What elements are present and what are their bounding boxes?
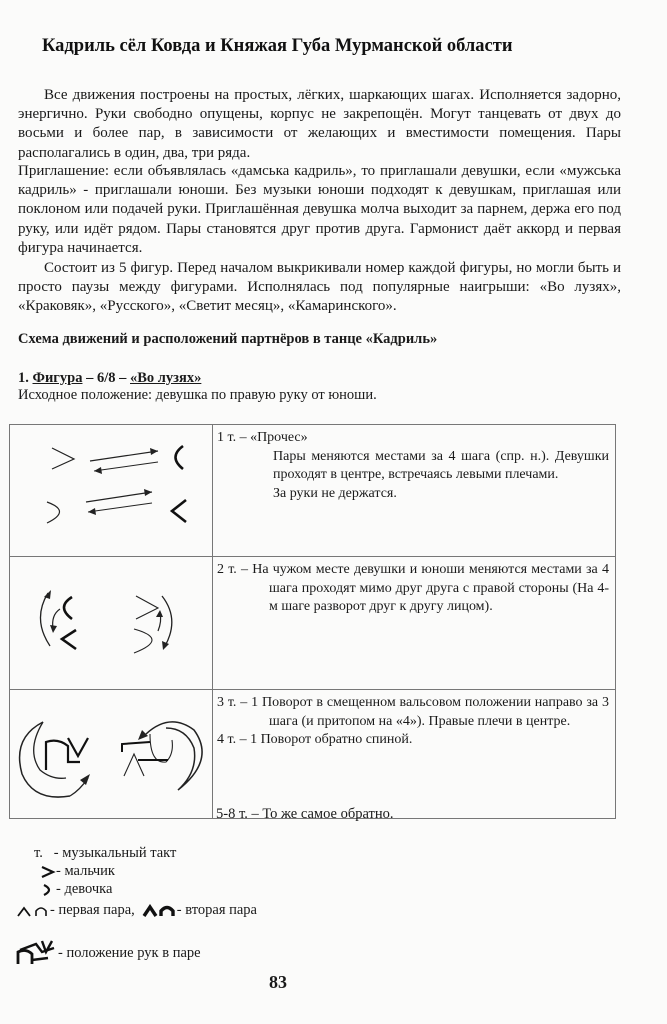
legend-text: - девочка xyxy=(56,881,113,897)
first-pair-girl xyxy=(46,741,80,770)
invitation-paragraph xyxy=(18,162,621,258)
boy-symbol-bold xyxy=(62,630,76,649)
girl-symbol xyxy=(47,502,60,523)
paragraph-text: Приглашение: если объявлялась «дамська кадриль», то приглашали девушки, если «мужська кадриль» - приглашали юноши. Без музыки юноши подходят к девушкам, приглашая или поклоном или подачей руки. Приглашённая девушка молча выходит за парнем, держа его под руку, или идёт рядом. Пары становятся друг против друга. Гармонист даёт аккорд и первая фигура начинается. xyxy=(18,163,621,256)
arrow-line xyxy=(94,462,158,471)
schema-heading: Схема движений и расположений партнёров в танце «Кадриль» xyxy=(18,331,438,347)
step-text: 2 т. – На чужом месте девушки и юноши меняются местами за 4 шага проходят мимо друг друга с правой стороны (На 4-м шаге разворот друг к другу лицом). xyxy=(217,562,609,615)
figure-table xyxy=(9,424,616,819)
structure-paragraph xyxy=(18,259,621,317)
second-pair-hands xyxy=(122,742,150,752)
legend-hands xyxy=(14,938,201,968)
waltz-turn-diagram xyxy=(10,690,213,819)
first-pair-icon xyxy=(16,904,50,918)
boy-symbol-bold xyxy=(172,500,186,522)
legend-boy xyxy=(40,863,115,880)
second-pair-girl xyxy=(150,734,172,762)
legend-text: - мальчик xyxy=(56,863,115,879)
pass-right-svg xyxy=(10,557,212,685)
figure-step-1 xyxy=(213,425,616,557)
step-heading: 1 т. – «Прочес» xyxy=(217,430,308,445)
legend-measure xyxy=(34,845,176,862)
arrow-line xyxy=(90,451,158,461)
figure-meter: 6/8 xyxy=(96,370,116,386)
arrow-head xyxy=(88,508,96,515)
arrow-head xyxy=(80,774,90,785)
figure-name: Фигура xyxy=(32,370,83,386)
step-text: За руки не держатся. xyxy=(273,485,397,501)
figure-heading xyxy=(18,370,201,387)
pass-right-diagram xyxy=(10,557,213,690)
second-pair-icon xyxy=(141,904,177,918)
girl-symbol-bold xyxy=(176,446,184,469)
legend-text: - музыкальный такт xyxy=(50,845,177,861)
legend-girl xyxy=(40,881,112,898)
legend-text: - первая пара, xyxy=(50,902,135,918)
table-row xyxy=(10,690,616,819)
waltz-turn-svg xyxy=(10,690,212,814)
legend-text: - положение рук в паре xyxy=(58,944,201,961)
girl-symbol-bold xyxy=(64,597,72,619)
step-text: Пары меняются местами за 4 шага (спр. н.). Девушки проходят в центре, встречаясь левыми плечами. xyxy=(273,448,609,483)
arrow-line xyxy=(88,503,152,512)
figure-sep: – xyxy=(115,370,130,386)
boy-symbol xyxy=(136,596,158,619)
arrow-head xyxy=(50,625,57,633)
page-number: 83 xyxy=(269,972,287,992)
figure-tune: «Во лузях» xyxy=(130,370,202,386)
legend-pairs xyxy=(16,902,257,919)
paragraph-text: Все движения построены на простых, лёгких, шаркающих шагах. Исполняется задорно, энергично. Руки свободно опущены, корпус не закрепощён. Могут танцевать от двух до восьми и более пар, в зависимости от желающих и вместимости помещения. Пары располагались в один, два, три ряда. xyxy=(18,87,621,161)
boy-symbol xyxy=(52,448,74,469)
swap-places-svg xyxy=(10,425,212,552)
arrow-head xyxy=(138,730,148,740)
boy-icon xyxy=(40,865,56,879)
after-table-note: 5-8 т. – То же самое обратно. xyxy=(216,806,394,822)
arrow-head xyxy=(94,467,102,474)
figure-number: 1. xyxy=(18,370,29,386)
legend-text: - вторая пара xyxy=(176,902,257,918)
start-position: Исходное положение: девушка по правую руку от юноши. xyxy=(18,387,377,403)
figure-sep: – xyxy=(82,370,97,386)
page-title: Кадриль сёл Ковда и Княжая Губа Мурманской области xyxy=(42,36,513,56)
intro-paragraph xyxy=(18,86,621,163)
paragraph-text: Состоит из 5 фигур. Перед началом выкрикивали номер каждой фигуры, но могли быть и просто паузы между фигурами. Исполнялась под популярные наигрыши: «Во лузях», «Краковяк», «Русского», «Светит месяц», «Камаринского». xyxy=(18,260,621,315)
swap-places-diagram xyxy=(10,425,213,557)
girl-icon xyxy=(40,883,56,897)
arrow-curve xyxy=(40,593,50,646)
figure-step-3-4 xyxy=(213,690,616,819)
arrow-line xyxy=(86,492,152,502)
arrow-head xyxy=(144,489,152,496)
first-pair-boy xyxy=(68,738,88,756)
figure-step-2 xyxy=(213,557,616,690)
arrow-head xyxy=(150,448,158,455)
measure-symbol: т. xyxy=(34,845,43,861)
second-pair-boy xyxy=(124,754,144,776)
arrow-curve xyxy=(34,722,66,778)
table-row xyxy=(10,425,616,557)
arrow-curve xyxy=(162,596,172,646)
arrow-curve xyxy=(20,722,70,797)
arrow-head xyxy=(156,610,163,617)
girl-symbol xyxy=(134,629,152,653)
step-text: 4 т. – 1 Поворот обратно спиной. xyxy=(217,732,413,748)
step-text: 3 т. – 1 Поворот в смещенном вальсовом положении направо за 3 шага (и притопом на «4»). Правые плечи в центре. xyxy=(217,695,609,729)
table-row xyxy=(10,557,616,690)
hand-position-icon xyxy=(14,938,58,968)
arrow-head xyxy=(162,641,169,650)
